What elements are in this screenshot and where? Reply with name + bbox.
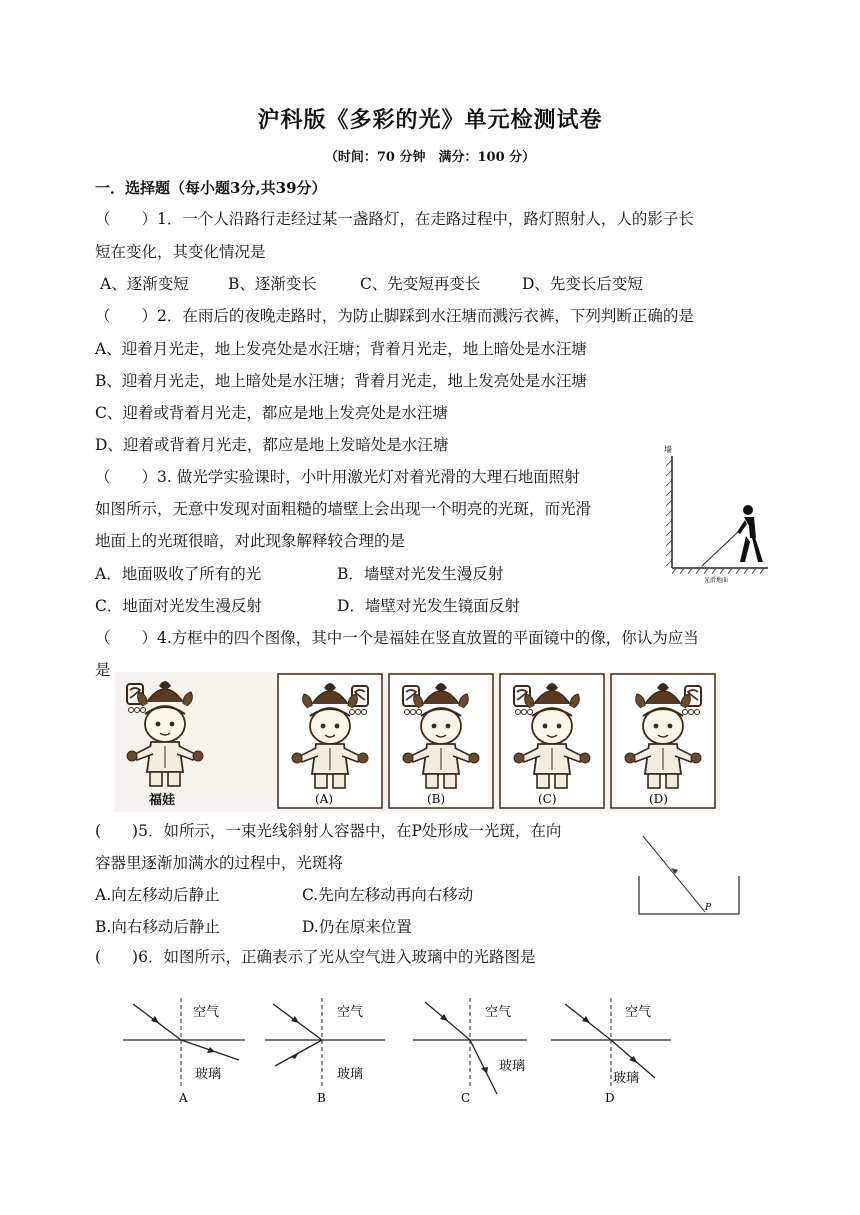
q6-diagram-b [265, 998, 385, 1105]
q6-a-glass-label: 玻璃 [195, 1067, 222, 1082]
q5-option-b: B.向右移动后静止 [95, 918, 220, 936]
q3-option-a: A．地面吸收了所有的光 [95, 565, 262, 583]
q5-options-bd [95, 916, 412, 938]
q4-label-c: (C) [538, 792, 557, 806]
q3-stem-line1: （ ）3. 做光学实验课时，小叶用激光灯对着光滑的大理石地面照射 [95, 468, 580, 486]
q6-diagram-c [413, 998, 527, 1105]
q5-option-a: A.向左移动后静止 [95, 886, 220, 904]
q4-label-b: (B) [427, 792, 446, 806]
q4-label-d: (D) [649, 792, 668, 806]
q5-point-p: P [705, 903, 712, 913]
q1-stem-line2: 短在变化，其变化情况是 [95, 243, 266, 261]
container-outline [639, 876, 739, 914]
q6-a-air-label: 空气 [193, 1005, 220, 1020]
q6-refraction-figures [115, 990, 695, 1110]
q2-option-d: D、迎着或背着月光走，都应是地上发暗处是水汪塘 [95, 436, 449, 454]
q5-stem-line2: 容器里逐渐加满水的过程中，光斑将 [95, 854, 344, 872]
q6-diagram-d [551, 998, 671, 1105]
q3-options-cd [95, 595, 520, 617]
q3-stem-line2: 如图所示，无意中发现对面粗糙的墙壁上会出现一个明亮的光斑，而光滑 [95, 500, 592, 518]
q2-option-b: B、迎着月光走，地上暗处是水汪塘；背着月光走，地上发亮处是水汪塘 [95, 372, 587, 390]
q1-stem-line1: （ ）1．一个人沿路行走经过某一盏路灯，在走路过程中，路灯照射人，人的影子长 [95, 210, 694, 228]
q2-option-a: A、迎着月光走，地上发亮处是水汪塘；背着月光走，地上暗处是水汪塘 [95, 340, 587, 358]
q6-diagram-a [123, 998, 245, 1105]
q6-label-d: D [605, 1091, 615, 1105]
q5-option-d: D.仍在原来位置 [302, 918, 412, 936]
q3-wall-label: 墙 [664, 445, 672, 454]
q5-option-c: C.先向左移动再向右移动 [302, 886, 474, 904]
exam-subtitle: （时间：70 分钟 满分：100 分） [324, 150, 536, 165]
q1-option-b: B、逐渐变长 [228, 275, 317, 293]
q3-option-b: B．墙壁对光发生漫反射 [337, 565, 504, 583]
q1-options [100, 273, 643, 295]
q4-fuwa-figure [115, 672, 720, 812]
laser-beam [702, 530, 740, 566]
q2-option-c: C、迎着或背着月光走，都应是地上发亮处是水汪塘 [95, 404, 448, 422]
q3-stem-line3: 地面上的光斑很暗，对此现象解释较合理的是 [95, 532, 406, 550]
q5-stem-line1: ( )5．如所示，一束光线斜射人容器中，在P处形成一光斑，在向 [95, 822, 562, 840]
q1-option-d: D、先变长后变短 [522, 275, 643, 293]
q4-label-a: (A) [315, 792, 334, 806]
q6-label-b: B [317, 1091, 326, 1105]
q3-floor-label: 光滑地面 [704, 577, 729, 584]
exam-title: 沪科版《多彩的光》单元检测试卷 [257, 107, 603, 133]
q1-option-a: A、逐渐变短 [100, 275, 189, 293]
q6-label-a: A [179, 1091, 188, 1105]
q2-stem: （ ）2．在雨后的夜晚走路时，为防止脚踩到水汪塘而溅污衣裤，下列判断正确的是 [95, 307, 694, 325]
q3-option-d: D．墙壁对光发生镜面反射 [337, 597, 520, 615]
q4-stem-line1: （ ）4.方框中的四个图像，其中一个是福娃在竖直放置的平面镜中的像，你认为应当 [95, 629, 699, 647]
fuwa-label: 福娃 [149, 793, 176, 808]
q6-d-air-label: 空气 [625, 1005, 652, 1020]
q6-b-glass-label: 玻璃 [337, 1067, 364, 1082]
q3-laser-figure [660, 440, 770, 585]
q5-container-figure [635, 832, 745, 920]
q3-option-c: C．地面对光发生漫反射 [95, 597, 262, 615]
person-icon [737, 505, 763, 562]
q6-c-glass-label: 玻璃 [499, 1059, 526, 1074]
q6-label-c: C [461, 1091, 471, 1105]
q5-light-ray [643, 836, 705, 912]
q4-stem-line2: 是 [95, 661, 111, 679]
q3-options-ab [95, 563, 503, 585]
q6-stem: ( )6．如图所示，正确表示了光从空气进入玻璃中的光路图是 [95, 948, 536, 966]
q5-options-ac [95, 884, 473, 906]
section-heading: 一．选择题（每小题3分,共39分） [95, 179, 327, 197]
q1-option-c: C、先变短再变长 [360, 275, 481, 293]
q6-b-air-label: 空气 [337, 1005, 364, 1020]
q6-c-air-label: 空气 [485, 1005, 512, 1020]
q6-d-glass-label: 玻璃 [613, 1071, 640, 1086]
